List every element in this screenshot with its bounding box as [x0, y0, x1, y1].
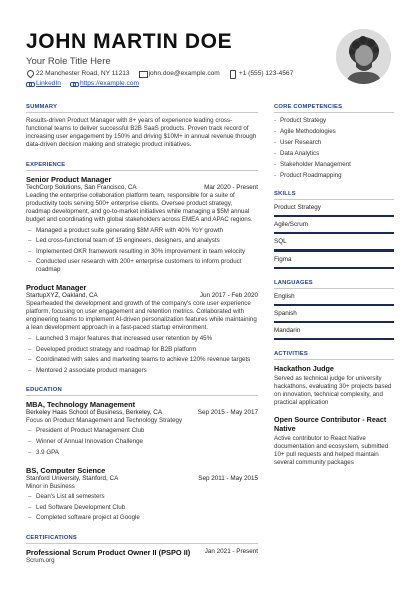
job-role: Senior Product Manager — [26, 175, 112, 184]
website-item[interactable] — [70, 80, 139, 87]
certification-meta — [26, 548, 258, 557]
skill-bar-fill — [274, 232, 394, 234]
job-description: Spearheaded the development and growth of the company's core user experience platform, focusing on user engagement and retention metrics. Collaborated with engineering teams to implement AI-driven personalization features while maintaining a lean development approach in a fast-paced startup environment. — [26, 300, 257, 332]
list-item: – Mentored 2 associate product managers — [26, 367, 258, 375]
competencies-list — [274, 117, 394, 180]
list-item: – Implemented OKR framework resulting in 30% improvement in team velocity — [26, 248, 258, 256]
job-company: StartupXYZ, Oakland, CA — [26, 292, 98, 300]
activity-text: Active contributor to React Native documentation and ecosystem, submitted 10+ pull requests and helped maintain several community packages — [274, 435, 389, 467]
language-name: Spanish — [274, 309, 297, 317]
education-dates: Sep 2011 - May 2015 — [198, 474, 258, 482]
list-item: – Dean's List all semesters — [26, 493, 258, 501]
job-bullets — [26, 335, 258, 375]
skill-bar — [274, 215, 394, 217]
list-item: - Product Strategy — [274, 117, 394, 125]
list-item: - Stakeholder Management — [274, 161, 394, 169]
linkedin-item[interactable] — [26, 80, 61, 87]
job-description: Leading the enterprise collaboration platform team, responsible for a suite of productivity tools serving 500+ enterprise clients. Oversee product strategy, roadmap development, and go-to-market initiatives while managing a $5M annual budget and coordinating with global stakeholders across EMEA and APAC regions. — [26, 192, 253, 223]
competencies-section — [274, 104, 394, 180]
education-bullets — [26, 493, 258, 522]
activities-section — [274, 351, 394, 467]
job-entry — [26, 175, 258, 274]
website-link[interactable]: https://example.com — [79, 80, 139, 87]
job-role: Product Manager — [26, 283, 87, 293]
skill-name: Product Strategy — [274, 204, 321, 211]
job-meta — [26, 292, 258, 300]
degree: BS, Computer Science — [26, 465, 106, 475]
language-item — [274, 293, 394, 306]
activities-heading: ACTIVITIES — [274, 351, 394, 360]
language-name: Mandarin — [274, 327, 301, 335]
activity-title: Open Source Contributor - React Native — [274, 415, 387, 434]
activity-entry — [274, 415, 394, 467]
list-item: – Conducted user research with 200+ enterprise customers to inform product roadmap — [26, 258, 258, 274]
certification-issuer: Scrum.org — [26, 557, 55, 565]
pin-icon — [26, 70, 33, 77]
certification-name: Professional Scrum Product Owner II (PSPO II) — [26, 548, 191, 558]
language-bar — [274, 338, 394, 340]
link-icon — [70, 80, 77, 87]
skill-item — [274, 238, 394, 251]
school: Stanford University, Stanford, CA — [26, 474, 119, 482]
skill-item — [274, 256, 394, 269]
skill-name: Figma — [274, 255, 292, 263]
list-item: – President of Product Management Club — [26, 427, 258, 435]
education-meta — [26, 409, 258, 417]
list-item: – Completed software project at Google — [26, 514, 258, 522]
skill-bar — [274, 232, 394, 234]
experience-section — [26, 162, 258, 375]
full-name: JOHN MARTIN DOE — [26, 30, 233, 53]
education-focus: Minor in Business — [26, 482, 75, 490]
language-item — [274, 310, 394, 323]
list-item: - User Research — [274, 139, 394, 147]
job-meta — [26, 184, 258, 192]
activity-title: Hackathon Judge — [274, 364, 334, 374]
skill-bar-fill — [274, 267, 394, 269]
certification-entry — [26, 548, 258, 565]
skills-section — [274, 191, 394, 269]
education-bullets — [26, 427, 258, 456]
role-title: Your Role Title Here — [26, 56, 111, 67]
certifications-heading: CERTIFICATIONS — [26, 535, 258, 544]
education-heading: EDUCATION — [26, 387, 258, 396]
email-item[interactable] — [139, 70, 220, 77]
skill-bar-fill — [274, 249, 394, 251]
certification-date: Jan 2021 - Present — [204, 548, 258, 556]
contact-row — [26, 70, 293, 77]
link-icon — [26, 80, 33, 87]
job-bullets — [26, 227, 258, 275]
degree: MBA, Technology Management — [26, 399, 136, 409]
phone-text[interactable]: +1 (555) 123-4567 — [238, 70, 294, 77]
list-item: – Led Software Development Club — [26, 504, 258, 512]
job-entry — [26, 283, 258, 374]
links-row — [26, 80, 139, 87]
list-item: – 3.9 GPA — [26, 449, 258, 457]
skill-bar — [274, 267, 394, 269]
experience-heading: EXPERIENCE — [26, 162, 258, 171]
avatar — [336, 29, 391, 84]
language-name: English — [274, 292, 295, 300]
address-text: 22 Manchester Road, NY 11213 — [36, 70, 130, 77]
languages-section — [274, 280, 394, 341]
language-bar-fill — [274, 304, 394, 306]
email-text[interactable]: john.doe@example.com — [148, 70, 220, 77]
skill-item — [274, 204, 394, 217]
list-item: - Product Roadmapping — [274, 172, 394, 180]
left-column — [26, 104, 258, 565]
education-section — [26, 387, 258, 523]
education-meta — [26, 475, 258, 483]
list-item: – Winner of Annual Innovation Challenge — [26, 438, 258, 446]
list-item: – Managed a product suite generating $8M ARR with 40% YoY growth — [26, 227, 258, 235]
summary-section — [26, 104, 258, 149]
skill-name: SQL — [274, 238, 287, 246]
language-bar-fill — [274, 338, 394, 340]
list-item: – Led cross-functional team of 15 engineers, designers, and analysts — [26, 237, 258, 245]
language-item — [274, 327, 394, 340]
phone-icon — [229, 70, 236, 77]
list-item: – Launched 3 major features that increased user retention by 45% — [26, 335, 258, 343]
resume-header — [0, 0, 418, 92]
education-dates: Sep 2015 - May 2017 — [197, 408, 258, 416]
education-entry — [26, 466, 258, 523]
language-bar-fill — [274, 321, 394, 323]
activity-entry — [274, 364, 394, 407]
right-column — [274, 104, 394, 467]
mail-icon — [139, 70, 146, 77]
summary-heading: SUMMARY — [26, 104, 258, 113]
job-dates: Jun 2017 - Feb 2020 — [199, 292, 258, 300]
summary-text: Results-driven Product Manager with 8+ years of experience leading cross-functional teams to deliver successful B2B SaaS products. Proven track record of increasing user engagement by 150% and driving $10M+ in annual revenue through data-driven decision making and strategic product initiatives. — [26, 117, 257, 148]
education-entry — [26, 400, 258, 457]
certifications-section — [26, 535, 258, 565]
skill-bar — [274, 249, 394, 251]
list-item: – Coordinated with sales and marketing teams to achieve 120% revenue targets — [26, 356, 258, 364]
list-item: - Data Analytics — [274, 150, 394, 158]
job-dates: Mar 2020 - Present — [204, 184, 258, 191]
school: Berkeley Haas School of Business, Berkeley, CA — [26, 408, 163, 416]
skill-name: Agile/Scrum — [274, 221, 308, 229]
activity-text: Served as technical judge for university hackathons, evaluating 30+ projects based on innovation, technical complexity, and practical application — [274, 375, 392, 407]
skills-heading: SKILLS — [274, 191, 394, 200]
language-bar — [274, 321, 394, 323]
job-company: TechCorp Solutions, San Francisco, CA — [26, 184, 137, 191]
skill-item — [274, 221, 394, 234]
address-item — [26, 70, 130, 77]
skill-bar-fill — [274, 215, 394, 217]
competencies-heading: CORE COMPETENCIES — [274, 104, 394, 113]
list-item: – Developed product strategy and roadmap for B2B platform — [26, 346, 258, 354]
phone-item[interactable] — [229, 70, 293, 77]
avatar-portrait — [336, 29, 391, 84]
education-focus: Focus on Product Management and Technology Strategy — [26, 416, 183, 424]
languages-heading: LANGUAGES — [274, 280, 394, 289]
list-item: - Agile Methodologies — [274, 128, 394, 136]
linkedin-link[interactable]: LinkedIn — [36, 80, 61, 87]
language-bar — [274, 304, 394, 306]
